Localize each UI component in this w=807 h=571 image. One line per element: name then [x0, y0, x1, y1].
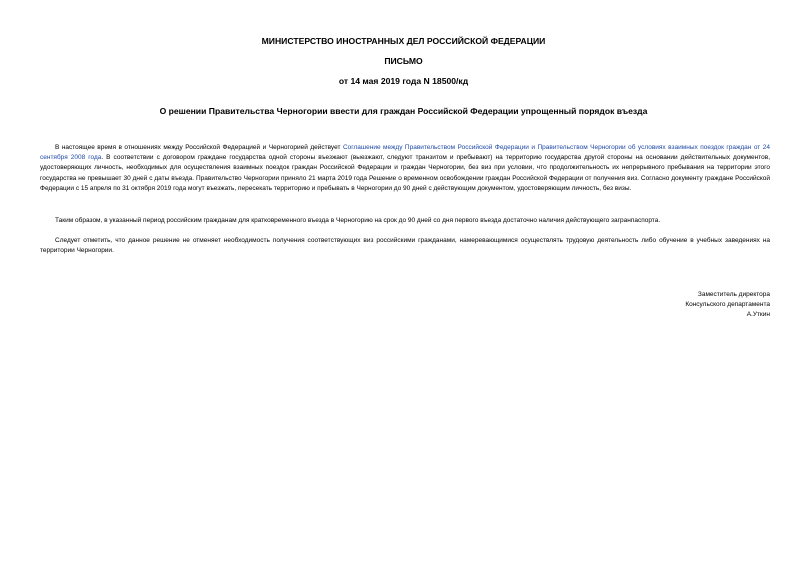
paragraph-3-text: Следует отметить, что данное решение не отменяет необходимость получения соответствующих виз российскими гражданами, намеревающимися осуществлять трудовую деятельность либо обучение в учебных заведениях на территории Черногории. — [40, 237, 770, 255]
paragraph-2 — [40, 216, 770, 226]
signature-block — [685, 290, 770, 321]
signatory-position-line2: Консульского департамента — [685, 301, 770, 309]
ministry-heading: МИНИСТЕРСТВО ИНОСТРАННЫХ ДЕЛ РОССИЙСКОЙ ФЕДЕРАЦИИ — [261, 36, 546, 46]
paragraph-2-text: Таким образом, в указанный период российским гражданам для кратковременного въезда в Черногорию на срок до 90 дней со дня первого въезда достаточно наличия действующего загранпаспорта. — [55, 217, 661, 224]
paragraph-3 — [40, 236, 770, 256]
document-type-heading: ПИСЬМО — [384, 56, 423, 66]
document-date-number: от 14 мая 2019 года N 18500/кд — [338, 76, 469, 86]
paragraph-1-intro: В настоящее время в отношениях между Российской Федерацией и Черногорией действует — [55, 144, 343, 151]
agreement-link[interactable]: Соглашение между Правительством Российской Федерации и Правительством Черногории об условиях взаимных поездок граждан от 24 сентября 2008 года — [40, 144, 770, 162]
signatory-name: А.Уткин — [746, 311, 770, 319]
paragraph-1 — [40, 143, 770, 194]
document-subject: О решении Правительства Черногории ввести для граждан Российской Федерации упрощенный порядок въезда — [159, 106, 648, 116]
signatory-position-line1: Заместитель директора — [697, 291, 770, 298]
paragraph-1-rest: . В соответствии с договором граждане государства одной стороны въезжают (выезжают, следуют транзитом и пребывают) на территорию государства другой стороны на основании действительных документов, удостоверяющих личность, необходимых для осуществления взаимных поездок граждан Российской Федерации и граждан Черногории, без виз при условии, что продолжительность их непрерывного пребывания на территории этого государства не превышает 30 дней с даты въезда. Правительство Черногории приняло 21 марта 2019 года Решение о временном освобождении граждан Российской Федерации от получения виз. Согласно документу граждане Российской Федерации с 15 апреля по 31 октября 2019 года могут въезжать, пересекать территорию и пребывать в Черногории до 90 дней с действующим документом, удостоверяющим личность, без визы. — [40, 154, 771, 192]
